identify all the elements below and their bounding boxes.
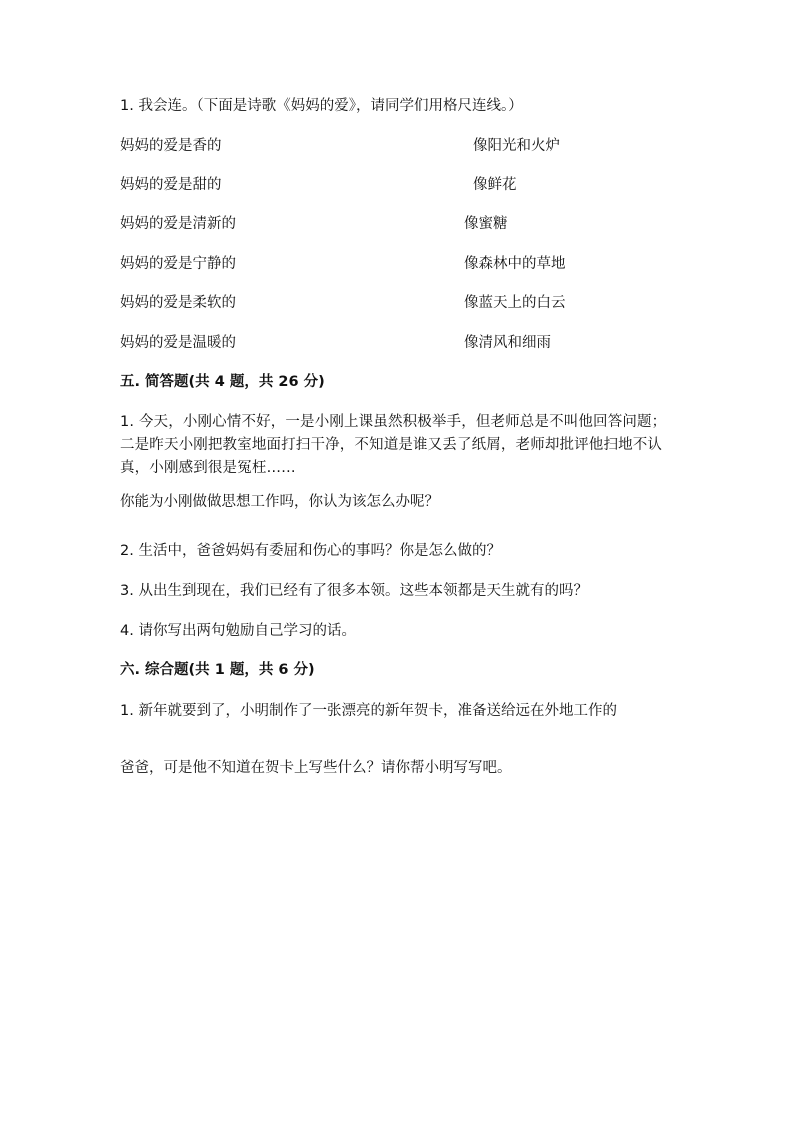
section-5-question-1-text: 1. 今天，小刚心情不好，一是小刚上课虽然积极举手，但老师总是不叫他回答问题；二是昨天小刚把教室地面打扫干净，不知道是谁又丢了纸屑，老师却批评他扫地不认真，小刚感到很是冤枉……	[120, 414, 667, 476]
matching-left-item: 妈妈的爱是清新的	[120, 216, 236, 232]
matching-right-item: 像蓝天上的白云	[464, 295, 566, 311]
matching-right-item: 像蜜糖	[464, 216, 508, 232]
matching-right-item: 像阳光和火炉	[473, 138, 560, 154]
matching-left-item: 妈妈的爱是柔软的	[120, 295, 236, 311]
matching-left-item: 妈妈的爱是宁静的	[120, 256, 236, 272]
matching-right-item: 像清风和细雨	[464, 335, 551, 351]
section-6-heading: 六. 综合题(共 1 题，共 6 分)	[120, 662, 315, 678]
matching-right-item: 像森林中的草地	[464, 256, 566, 272]
section-5-heading: 五. 简答题(共 4 题，共 26 分)	[120, 374, 325, 390]
matching-right-item: 像鲜花	[473, 177, 517, 193]
section-6-question-1-line-1: 1. 新年就要到了，小明制作了一张漂亮的新年贺卡，准备送给远在外地工作的	[120, 703, 617, 719]
section-5-question-2: 2. 生活中，爸爸妈妈有委屈和伤心的事吗？你是怎么做的？	[120, 543, 501, 559]
section-5-question-4: 4. 请你写出两句勉励自己学习的话。	[120, 623, 356, 639]
section-5-question-1-prompt: 你能为小刚做做思想工作吗，你认为该怎么办呢？	[120, 494, 439, 510]
section-6-question-1-line-2: 爸爸，可是他不知道在贺卡上写些什么？请你帮小明写写吧。	[120, 760, 512, 776]
section-5-question-3: 3. 从出生到现在，我们已经有了很多本领。这些本领都是天生就有的吗？	[120, 583, 588, 599]
matching-question: 1. 我会连。（下面是诗歌《妈妈的爱》，请同学们用格尺连线。）	[120, 98, 523, 114]
matching-left-item: 妈妈的爱是香的	[120, 138, 222, 154]
matching-left-item: 妈妈的爱是甜的	[120, 177, 222, 193]
matching-left-item: 妈妈的爱是温暖的	[120, 335, 236, 351]
